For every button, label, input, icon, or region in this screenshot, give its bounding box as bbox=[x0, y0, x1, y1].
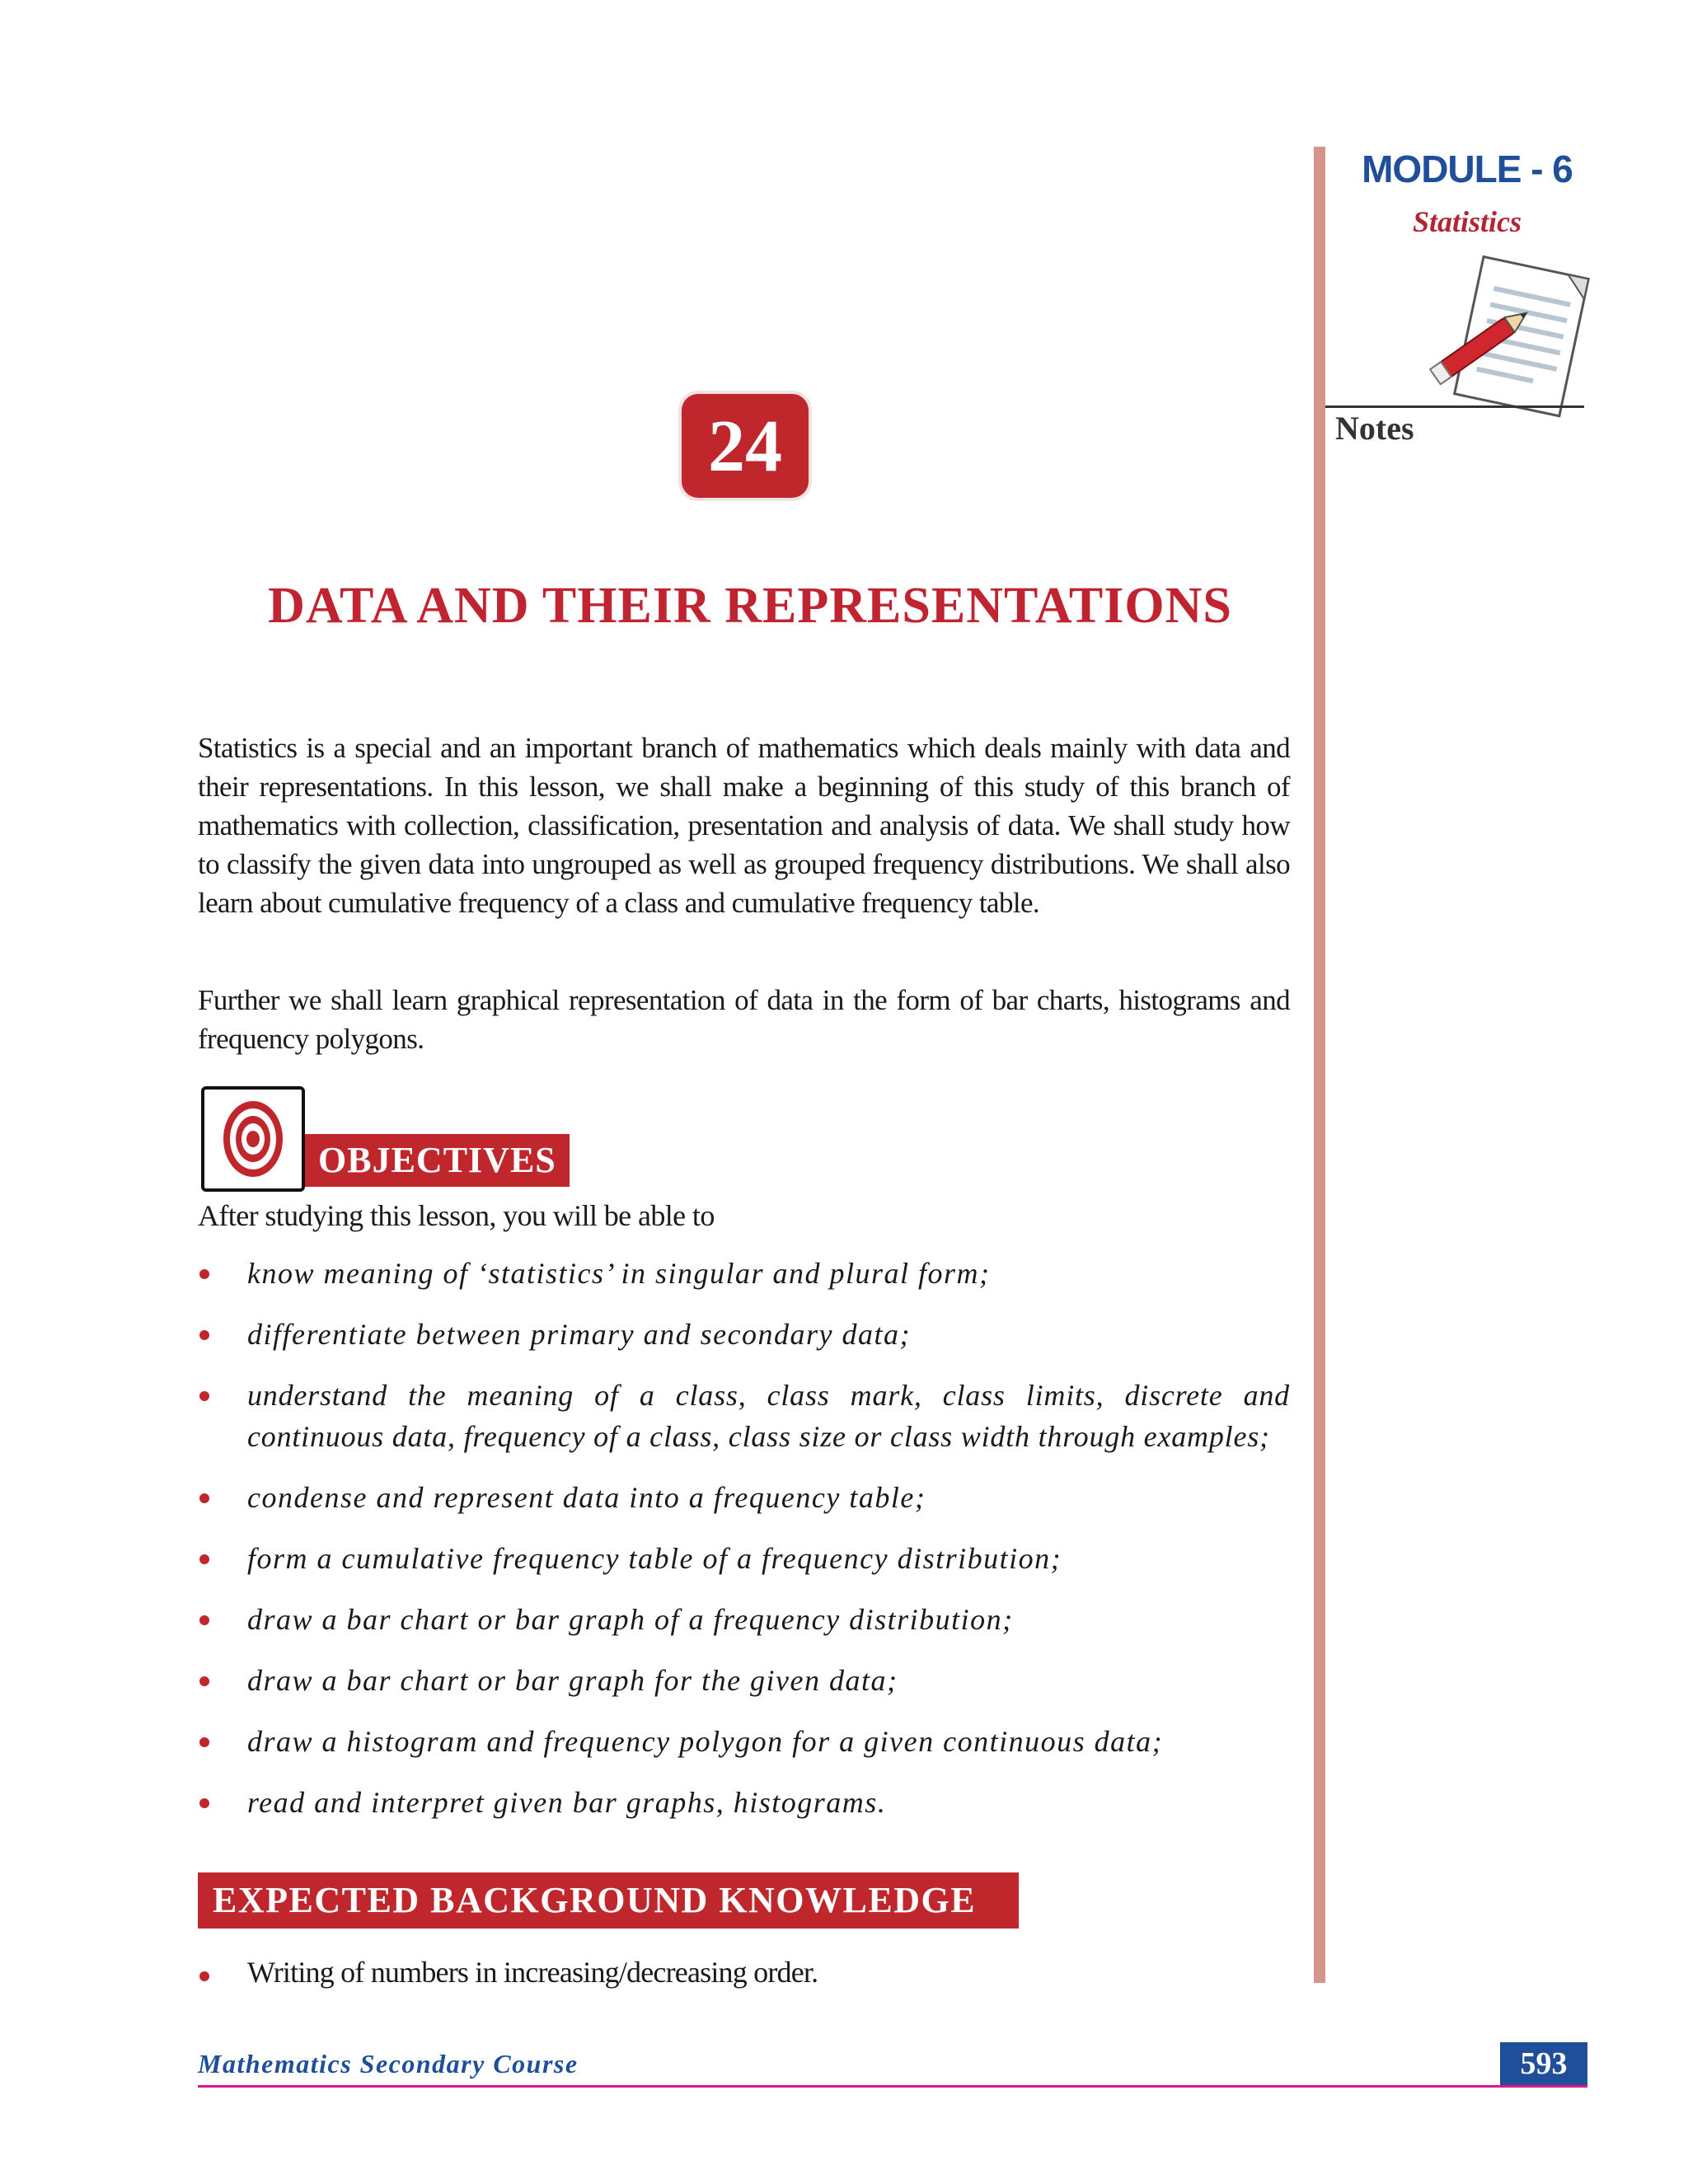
objectives-intro: After studying this lesson, you will be able to bbox=[198, 1199, 715, 1232]
objective-item: draw a bar chart or bar graph for the given data; bbox=[198, 1660, 1290, 1701]
objective-item: draw a bar chart or bar graph of a frequency distribution; bbox=[198, 1599, 1290, 1640]
objective-item: understand the meaning of a class, class mark, class limits, discrete and continuous data, frequency of a class, class size or class width through examples; bbox=[198, 1375, 1290, 1457]
notes-label: Notes bbox=[1335, 410, 1414, 447]
objective-item: condense and represent data into a frequency table; bbox=[198, 1477, 1290, 1518]
notepad-pencil-icon bbox=[1418, 249, 1591, 430]
footer-rule bbox=[198, 2085, 1587, 2088]
footer-course-title: Mathematics Secondary Course bbox=[198, 2049, 579, 2079]
objective-item: form a cumulative frequency table of a frequency distribution; bbox=[198, 1538, 1290, 1579]
intro-paragraph-2: Further we shall learn graphical representation of data in the form of bar charts, histograms and frequency polygons. bbox=[198, 984, 1290, 1055]
objective-item: differentiate between primary and secondary data; bbox=[198, 1314, 1290, 1355]
chapter-title: DATA AND THEIR REPRESENTATIONS bbox=[268, 578, 1232, 634]
background-heading: EXPECTED BACKGROUND KNOWLEDGE bbox=[198, 1872, 1019, 1929]
objective-item: know meaning of ‘statistics’ in singular and plural form; bbox=[198, 1253, 1290, 1294]
module-title: MODULE - 6 bbox=[1362, 148, 1573, 190]
objective-item: read and interpret given bar graphs, histograms. bbox=[198, 1782, 1290, 1823]
page-number: 593 bbox=[1500, 2042, 1587, 2085]
module-subject: Statistics bbox=[1412, 205, 1522, 238]
intro-paragraph-1: Statistics is a special and an important branch of mathematics which deals mainly with data and their representations. In this lesson, we shall make a beginning of this study of this branch of mathematics with collection, classification, presentation and analysis of data. We shall study how to classify the given data into ungrouped as well as grouped frequency distributions. We shall also learn about cumulative frequency of a class and cumulative frequency table. bbox=[198, 732, 1290, 919]
objectives-list bbox=[198, 1253, 1290, 1843]
background-item: Writing of numbers in increasing/decreasing order. bbox=[198, 1955, 818, 1990]
chapter-number: 24 bbox=[682, 394, 809, 498]
margin-bar bbox=[1314, 147, 1325, 1983]
target-icon bbox=[201, 1086, 305, 1192]
objectives-heading: OBJECTIVES bbox=[305, 1134, 570, 1187]
objective-item: draw a histogram and frequency polygon for a given continuous data; bbox=[198, 1721, 1290, 1762]
notes-divider bbox=[1325, 405, 1584, 408]
